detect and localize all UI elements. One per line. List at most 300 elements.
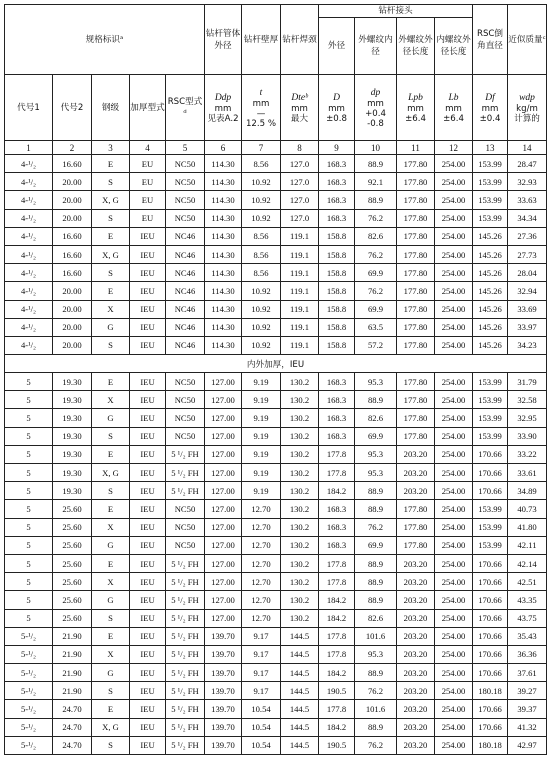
table-cell: 114.30 (205, 209, 242, 227)
table-cell: 101.6 (355, 627, 397, 645)
table-cell: 153.99 (473, 155, 508, 173)
table-cell: 127.00 (205, 573, 242, 591)
table-cell: G (92, 318, 130, 336)
table-cell: IEU (130, 427, 166, 445)
table-cell: 19.30 (53, 373, 92, 391)
table-cell: IEU (130, 500, 166, 518)
table-row (5, 318, 547, 336)
table-cell: 88.9 (355, 573, 397, 591)
table-cell: 57.2 (355, 336, 397, 354)
table-cell: 101.6 (355, 700, 397, 718)
table-row (5, 609, 547, 627)
table-cell: 127.00 (205, 500, 242, 518)
table-cell: IEU (130, 227, 166, 245)
table-cell: 5 (5, 573, 53, 591)
table-row (5, 264, 547, 282)
table-cell: NC50 (166, 536, 205, 554)
table-cell: 82.6 (355, 227, 397, 245)
table-cell: 177.8 (319, 645, 355, 663)
table-cell: 69.9 (355, 536, 397, 554)
table-cell: 24.70 (53, 718, 92, 736)
table-cell: 5-¹/₂ (5, 664, 53, 682)
table-cell: 69.9 (355, 264, 397, 282)
table-cell: 27.36 (508, 227, 547, 245)
table-cell: NC50 (166, 500, 205, 518)
header-weld-neck: 钻杆焊颈 (281, 5, 319, 75)
table-cell: 4-¹/₂ (5, 336, 53, 354)
table-cell: 5 (5, 373, 53, 391)
table-cell: 254.00 (435, 554, 473, 572)
table-cell: IEU (130, 464, 166, 482)
table-row (5, 300, 547, 318)
table-cell: 9.19 (242, 391, 281, 409)
table-cell: 4-¹/₂ (5, 318, 53, 336)
table-cell: 12.70 (242, 554, 281, 572)
table-cell: 43.75 (508, 609, 547, 627)
column-number: 5 (166, 141, 205, 155)
table-cell: 69.9 (355, 427, 397, 445)
table-cell: 5-¹/₂ (5, 682, 53, 700)
column-number: 9 (319, 141, 355, 155)
table-cell: 9.19 (242, 373, 281, 391)
table-cell: 177.80 (397, 373, 435, 391)
table-cell: 168.3 (319, 391, 355, 409)
table-cell: 10.54 (242, 718, 281, 736)
table-cell: 24.70 (53, 700, 92, 718)
table-cell: 10.92 (242, 336, 281, 354)
table-cell: 82.6 (355, 609, 397, 627)
table-cell: 158.8 (319, 264, 355, 282)
table-cell: 130.2 (281, 573, 319, 591)
table-cell: 144.5 (281, 700, 319, 718)
table-cell: 5 (5, 536, 53, 554)
table-cell: 25.60 (53, 500, 92, 518)
table-cell: 170.66 (473, 718, 508, 736)
table-cell: 153.99 (473, 500, 508, 518)
table-row (5, 573, 547, 591)
table-cell: 10.92 (242, 318, 281, 336)
table-cell: 119.1 (281, 336, 319, 354)
table-cell: 114.30 (205, 318, 242, 336)
table-cell: NC50 (166, 191, 205, 209)
table-row (5, 209, 547, 227)
table-cell: 177.80 (397, 391, 435, 409)
table-cell: 5 ¹/₂ FH (166, 664, 205, 682)
table-cell: IEU (130, 664, 166, 682)
table-cell: 5 ¹/₂ FH (166, 482, 205, 500)
table-cell: 20.00 (53, 300, 92, 318)
header-grade: 钢级 (92, 75, 130, 141)
table-cell: 34.34 (508, 209, 547, 227)
table-cell: 41.80 (508, 518, 547, 536)
table-cell: 127.0 (281, 155, 319, 173)
table-cell: 158.8 (319, 245, 355, 263)
table-cell: IEU (130, 736, 166, 754)
table-cell: 177.80 (397, 173, 435, 191)
table-cell: 19.30 (53, 482, 92, 500)
header-code2: 代号2 (53, 75, 92, 141)
table-cell: 168.3 (319, 373, 355, 391)
table-cell: NC50 (166, 391, 205, 409)
table-cell: S (92, 264, 130, 282)
table-cell: 4-¹/₂ (5, 227, 53, 245)
table-cell: 114.30 (205, 336, 242, 354)
table-cell: 130.2 (281, 409, 319, 427)
table-cell: 254.00 (435, 427, 473, 445)
table-cell: IEU (130, 536, 166, 554)
table-cell: IEU (130, 591, 166, 609)
table-cell: 170.66 (473, 573, 508, 591)
table-cell: 5 ¹/₂ FH (166, 718, 205, 736)
table-row (5, 700, 547, 718)
table-cell: 9.17 (242, 627, 281, 645)
table-row (5, 227, 547, 245)
table-cell: 5 (5, 464, 53, 482)
table-cell: X, G (92, 245, 130, 263)
table-cell: 139.70 (205, 627, 242, 645)
table-cell: 184.2 (319, 482, 355, 500)
table-cell: 9.17 (242, 664, 281, 682)
table-cell: 180.18 (473, 736, 508, 754)
table-cell: 145.26 (473, 300, 508, 318)
table-row (5, 245, 547, 263)
table-cell: 76.2 (355, 682, 397, 700)
table-cell: 127.0 (281, 191, 319, 209)
header-upset: 加厚型式 (130, 75, 166, 141)
table-cell: E (92, 282, 130, 300)
table-cell: 254.00 (435, 609, 473, 627)
table-cell: 168.3 (319, 427, 355, 445)
spec-table-container (4, 4, 546, 755)
table-cell: 180.18 (473, 682, 508, 700)
header-sym-D: D mm ±0.8 (319, 75, 355, 141)
table-cell: 5-¹/₂ (5, 700, 53, 718)
table-cell: NC50 (166, 373, 205, 391)
table-cell: IEU (130, 554, 166, 572)
header-rsc-bevel: RSC倒角直径 (473, 5, 508, 75)
table-cell: 35.43 (508, 627, 547, 645)
table-row (5, 464, 547, 482)
table-cell: NC50 (166, 155, 205, 173)
table-cell: 5 (5, 482, 53, 500)
table-cell: 5 ¹/₂ FH (166, 591, 205, 609)
table-cell: 177.80 (397, 227, 435, 245)
table-cell: 177.80 (397, 245, 435, 263)
table-cell: 144.5 (281, 736, 319, 754)
table-cell: 5 (5, 609, 53, 627)
header-rsc-type: RSC型式ᵈ (166, 75, 205, 141)
table-cell: 95.3 (355, 445, 397, 463)
table-cell: 254.00 (435, 645, 473, 663)
table-cell: 254.00 (435, 736, 473, 754)
table-cell: 153.99 (473, 518, 508, 536)
table-cell: 254.00 (435, 500, 473, 518)
table-cell: 254.00 (435, 718, 473, 736)
table-cell: IEU (130, 718, 166, 736)
table-cell: 39.37 (508, 700, 547, 718)
table-cell: IEU (130, 336, 166, 354)
table-cell: 158.8 (319, 318, 355, 336)
table-cell: 119.1 (281, 264, 319, 282)
table-cell: 139.70 (205, 664, 242, 682)
table-cell: 5 (5, 518, 53, 536)
table-cell: S (92, 209, 130, 227)
table-cell: 130.2 (281, 500, 319, 518)
table-cell: 88.9 (355, 155, 397, 173)
table-cell: 139.70 (205, 645, 242, 663)
table-cell: 127.00 (205, 409, 242, 427)
header-sym-df: Df mm ±0.4 (473, 75, 508, 141)
table-cell: 95.3 (355, 464, 397, 482)
table-cell: 168.3 (319, 500, 355, 518)
table-cell: 10.92 (242, 173, 281, 191)
header-sym-t: t mm — 12.5 % (242, 75, 281, 141)
table-cell: 177.80 (397, 318, 435, 336)
table-cell: 114.30 (205, 191, 242, 209)
table-cell: 139.70 (205, 736, 242, 754)
table-cell: E (92, 500, 130, 518)
header-joint-group: 钻杆接头 (319, 5, 473, 18)
table-cell: 170.66 (473, 645, 508, 663)
table-cell: 130.2 (281, 427, 319, 445)
header-wall: 钻杆壁厚 (242, 5, 281, 75)
table-cell: 9.19 (242, 464, 281, 482)
column-number: 1 (5, 141, 53, 155)
table-cell: 88.9 (355, 718, 397, 736)
table-cell: 4-¹/₂ (5, 245, 53, 263)
table-cell: 254.00 (435, 664, 473, 682)
table-cell: S (92, 427, 130, 445)
table-cell: 127.00 (205, 518, 242, 536)
table-cell: 88.9 (355, 391, 397, 409)
table-cell: 5 ¹/₂ FH (166, 627, 205, 645)
header-sym-lb: Lb mm ±6.4 (435, 75, 473, 141)
table-cell: 254.00 (435, 482, 473, 500)
table-cell: 119.1 (281, 227, 319, 245)
table-cell: 203.20 (397, 682, 435, 700)
table-cell: 184.2 (319, 591, 355, 609)
table-cell: 16.60 (53, 245, 92, 263)
header-box-len: 内螺纹外径长度 (435, 18, 473, 75)
table-cell: 34.89 (508, 482, 547, 500)
table-cell: 12.70 (242, 573, 281, 591)
table-cell: 144.5 (281, 664, 319, 682)
table-cell: 184.2 (319, 609, 355, 627)
table-cell: 127.00 (205, 554, 242, 572)
table-cell: 170.66 (473, 664, 508, 682)
table-cell: 8.56 (242, 245, 281, 263)
table-cell: 170.66 (473, 591, 508, 609)
header-pin-id: 外螺纹内径 (355, 18, 397, 75)
table-row (5, 536, 547, 554)
table-cell: 4-¹/₂ (5, 173, 53, 191)
table-cell: 190.5 (319, 736, 355, 754)
table-row (5, 518, 547, 536)
table-cell: 12.70 (242, 500, 281, 518)
table-cell: 127.00 (205, 445, 242, 463)
table-cell: 168.3 (319, 209, 355, 227)
table-cell: X (92, 645, 130, 663)
table-cell: 119.1 (281, 245, 319, 263)
table-cell: 4-¹/₂ (5, 191, 53, 209)
table-cell: 254.00 (435, 373, 473, 391)
table-cell: 20.00 (53, 318, 92, 336)
table-cell: 114.30 (205, 282, 242, 300)
table-cell: 119.1 (281, 282, 319, 300)
table-cell: 114.30 (205, 300, 242, 318)
table-row (5, 373, 547, 391)
table-cell: 39.27 (508, 682, 547, 700)
table-cell: 177.80 (397, 191, 435, 209)
table-cell: 170.66 (473, 445, 508, 463)
table-cell: 12.70 (242, 591, 281, 609)
table-cell: 33.97 (508, 318, 547, 336)
table-cell: 5 ¹/₂ FH (166, 645, 205, 663)
table-cell: 203.20 (397, 736, 435, 754)
table-cell: NC50 (166, 173, 205, 191)
table-cell: 144.5 (281, 627, 319, 645)
table-cell: 170.66 (473, 554, 508, 572)
table-cell: 9.19 (242, 445, 281, 463)
table-row (5, 336, 547, 354)
table-cell: 130.2 (281, 536, 319, 554)
drill-pipe-spec-table (4, 4, 547, 755)
table-cell: 5 (5, 500, 53, 518)
column-number-row (5, 141, 547, 155)
table-cell: 127.00 (205, 609, 242, 627)
table-cell: 177.8 (319, 573, 355, 591)
table-cell: G (92, 591, 130, 609)
table-cell: 19.30 (53, 427, 92, 445)
table-row (5, 627, 547, 645)
table-cell: 5 (5, 391, 53, 409)
table-cell: 88.9 (355, 482, 397, 500)
table-cell: IEU (130, 700, 166, 718)
table-cell: 10.92 (242, 282, 281, 300)
table-cell: 139.70 (205, 700, 242, 718)
table-cell: 5 (5, 554, 53, 572)
table-cell: 88.9 (355, 191, 397, 209)
table-cell: 158.8 (319, 300, 355, 318)
table-cell: IEU (130, 318, 166, 336)
table-cell: 21.90 (53, 627, 92, 645)
table-cell: 5 (5, 591, 53, 609)
table-cell: IEU (130, 300, 166, 318)
table-cell: NC50 (166, 409, 205, 427)
column-number: 7 (242, 141, 281, 155)
table-cell: 42.11 (508, 536, 547, 554)
table-cell: 177.80 (397, 336, 435, 354)
table-cell: 10.92 (242, 191, 281, 209)
table-cell: 33.22 (508, 445, 547, 463)
table-row (5, 718, 547, 736)
table-cell: 184.2 (319, 664, 355, 682)
table-cell: 168.3 (319, 191, 355, 209)
table-cell: NC46 (166, 264, 205, 282)
table-cell: 203.20 (397, 591, 435, 609)
table-row (5, 664, 547, 682)
table-cell: 4-¹/₂ (5, 209, 53, 227)
table-cell: 177.80 (397, 282, 435, 300)
table-cell: 145.26 (473, 282, 508, 300)
table-cell: 25.60 (53, 573, 92, 591)
table-cell: E (92, 627, 130, 645)
table-cell: 130.2 (281, 609, 319, 627)
table-cell: 153.99 (473, 427, 508, 445)
table-cell: 254.00 (435, 591, 473, 609)
table-cell: 130.2 (281, 482, 319, 500)
table-body-top (5, 155, 547, 355)
table-cell: 8.56 (242, 227, 281, 245)
table-cell: 177.80 (397, 155, 435, 173)
table-cell: S (92, 482, 130, 500)
table-row (5, 391, 547, 409)
table-cell: IEU (130, 609, 166, 627)
table-cell: 33.61 (508, 464, 547, 482)
table-cell: 127.00 (205, 536, 242, 554)
table-cell: 12.70 (242, 518, 281, 536)
section-title: 内外加厚，IEU (5, 355, 547, 373)
header-spec-group: 规格标识ᵃ (5, 5, 205, 75)
column-number: 13 (473, 141, 508, 155)
table-cell: 145.26 (473, 245, 508, 263)
table-cell: 203.20 (397, 718, 435, 736)
table-cell: X, G (92, 718, 130, 736)
table-cell: X, G (92, 191, 130, 209)
table-cell: 153.99 (473, 391, 508, 409)
table-cell: S (92, 336, 130, 354)
table-cell: 20.00 (53, 209, 92, 227)
table-cell: 170.66 (473, 464, 508, 482)
table-cell: 19.30 (53, 445, 92, 463)
table-cell: IEU (130, 245, 166, 263)
table-cell: IEU (130, 573, 166, 591)
table-cell: NC50 (166, 427, 205, 445)
column-number: 10 (355, 141, 397, 155)
table-cell: 21.90 (53, 645, 92, 663)
column-number: 14 (508, 141, 547, 155)
table-cell: 139.70 (205, 718, 242, 736)
table-cell: E (92, 445, 130, 463)
table-cell: G (92, 536, 130, 554)
table-cell: IEU (130, 391, 166, 409)
table-cell: 254.00 (435, 536, 473, 554)
table-cell: 170.66 (473, 700, 508, 718)
table-cell: 203.20 (397, 664, 435, 682)
table-cell: 76.2 (355, 209, 397, 227)
table-cell: E (92, 155, 130, 173)
table-cell: EU (130, 173, 166, 191)
table-cell: 10.54 (242, 736, 281, 754)
table-cell: 5 ¹/₂ FH (166, 573, 205, 591)
table-cell: 170.66 (473, 627, 508, 645)
table-cell: 19.30 (53, 409, 92, 427)
table-cell: IEU (130, 445, 166, 463)
table-cell: 36.36 (508, 645, 547, 663)
table-cell: 127.0 (281, 209, 319, 227)
table-cell: 28.47 (508, 155, 547, 173)
table-cell: IEU (130, 482, 166, 500)
column-number: 3 (92, 141, 130, 155)
table-cell: 92.1 (355, 173, 397, 191)
table-cell: NC46 (166, 336, 205, 354)
table-row (5, 155, 547, 173)
table-cell: 69.9 (355, 300, 397, 318)
column-number: 12 (435, 141, 473, 155)
table-cell: 119.1 (281, 318, 319, 336)
table-cell: 32.58 (508, 391, 547, 409)
table-cell: 254.00 (435, 282, 473, 300)
